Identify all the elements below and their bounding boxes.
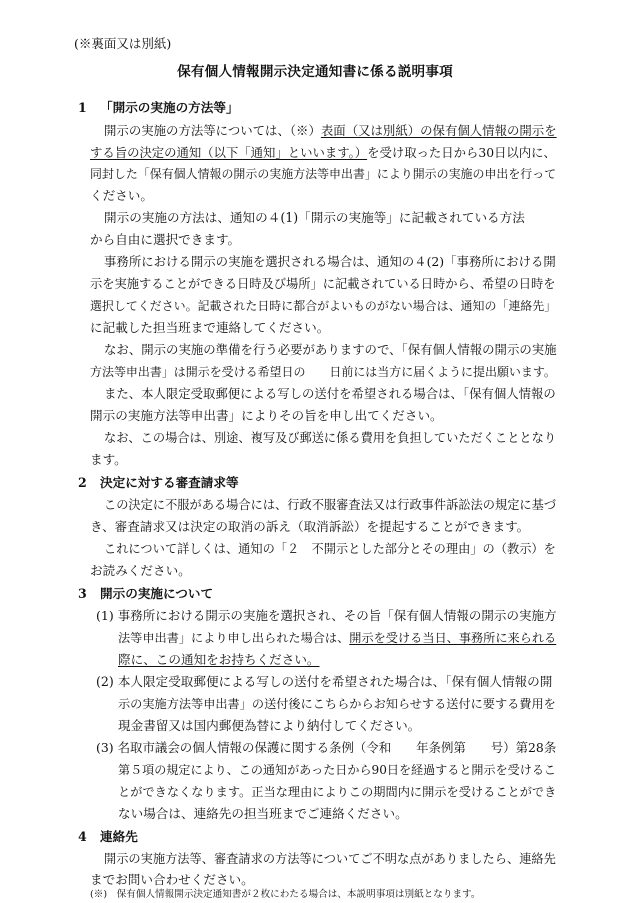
section-3-line: とができなくなります。正当な理由によりこの期間内に開示を受けることができ [118, 785, 557, 799]
section-3-heading [78, 586, 213, 602]
section-3-line: 法等申出書」により申し出られた場合は、開示を受ける当日、事務所に来られる [118, 631, 557, 645]
section-1-line: する旨の決定の通知（以下「通知」といいます。）を受け取った日から30日以内に、 [90, 146, 556, 160]
section-number: 1 [78, 100, 87, 115]
document-title: 保有個人情報開示決定通知書に係る説明事項 [177, 64, 453, 80]
section-number: 2 [78, 475, 87, 490]
section-title: 「開示の実施の方法等」 [100, 100, 239, 115]
section-1-heading [78, 100, 239, 116]
section-3-line: 現金書留又は国内郵便為替により納付してください。 [118, 718, 421, 733]
underlined-text: 際に、この通知をお持ちください。 [118, 652, 320, 667]
section-1-line: から自由に選択できます。 [90, 232, 241, 247]
footnote: (※) 保有個人情報開示決定通知書が２枚にわたる場合は、本説明事項は別紙となります。 [90, 889, 481, 900]
underlined-text: 表面（又は別紙）の保有個人情報の開示を [320, 123, 557, 138]
section-1-line: 事務所における開示の実施を選択される場合は、通知の４(2)「事務所における開 [104, 254, 556, 269]
section-2-line: これについて詳しくは、通知の「２ 不開示とした部分とその理由」の（教示）を [104, 542, 556, 556]
section-2-line: お読みください。 [90, 563, 191, 578]
section-4-heading [78, 829, 138, 845]
section-3-line: 示の実施方法等申出書」の送付後にこちらからお知らせする送付に要する費用を [118, 697, 556, 711]
section-3-line: (1) 事務所における開示の実施を選択され、その旨「保有個人情報の開示の実施方 [96, 608, 557, 623]
section-1-line: なお、この場合は、別途、複写及び郵送に係る費用を負担していただくこととなり [104, 431, 557, 445]
section-4-line: 開示の実施方法等、審査請求の方法等についてご不明な点がありましたら、連絡先 [104, 852, 556, 866]
section-3-line: 第５項の規定により、この通知があった日から90日を経過すると開示を受けるこ [118, 763, 556, 777]
section-4-line: までお問い合わせください。 [90, 872, 254, 887]
section-1-line: 示を実施することができる日時及び場所」に記載されている日時から、希望の日時を [90, 277, 556, 291]
section-1-line: なお、開示の実施の準備を行う必要がありますので、「保有個人情報の開示の実施 [104, 342, 557, 357]
header-note: (※裏面又は別紙) [74, 36, 172, 51]
section-1-line: 開示の実施の方法等については、（※）表面（又は別紙）の保有個人情報の開示を [104, 123, 557, 138]
section-1-line: 選択してください。記載された日時に都合がよいものがない場合は、通知の「連絡先」 [90, 299, 557, 313]
underlined-text: 開示を受ける当日、事務所に来られる [349, 631, 557, 645]
section-title: 開示の実施について [100, 586, 214, 601]
section-3-line [118, 652, 320, 668]
section-1-line: 開示の実施方法等申出書」によりその旨を申し出てください。 [90, 408, 443, 423]
section-1-line: ください。 [90, 188, 153, 203]
section-title: 連絡先 [100, 829, 138, 844]
section-1-line: に記載した担当班まで連絡してください。 [90, 320, 330, 335]
section-3-line: ない場合は、連絡先の担当班までご連絡ください。 [118, 806, 408, 821]
section-3-line: (2) 本人限定受取郵便による写しの送付を希望された場合は、「保有個人情報の開 [96, 674, 553, 689]
section-2-line: き、審査請求又は決定の取消の訴え（取消訴訟）を提起することができます。 [90, 519, 530, 534]
section-1-line: 方法等申出書」は開示を受ける希望日の 日前には当方に届くように提出願います。 [90, 365, 556, 379]
section-2-heading [78, 475, 239, 491]
section-number: 3 [78, 586, 87, 601]
section-number: 4 [78, 829, 87, 844]
section-1-line: ます。 [90, 452, 127, 467]
section-1-line: また、本人限定受取郵便による写しの送付を希望される場合は、「保有個人情報の [104, 387, 556, 401]
section-3-line: (3) 名取市議会の個人情報の保護に関する条例（令和 年条例第 号）第28条 [96, 740, 557, 755]
section-1-line: 同封した「保有個人情報の開示の実施方法等申出書」により開示の実施の申出を行って [90, 167, 557, 181]
section-title: 決定に対する審査請求等 [100, 475, 239, 490]
underlined-text: する旨の決定の通知（以下「通知」といいます。） [90, 146, 368, 160]
section-1-line: 開示の実施の方法は、通知の４(1)「開示の実施等」に記載されている方法 [104, 210, 525, 225]
section-2-line: この決定に不服がある場合には、行政不服審査法又は行政事件訴訟法の規定に基づ [104, 498, 557, 512]
